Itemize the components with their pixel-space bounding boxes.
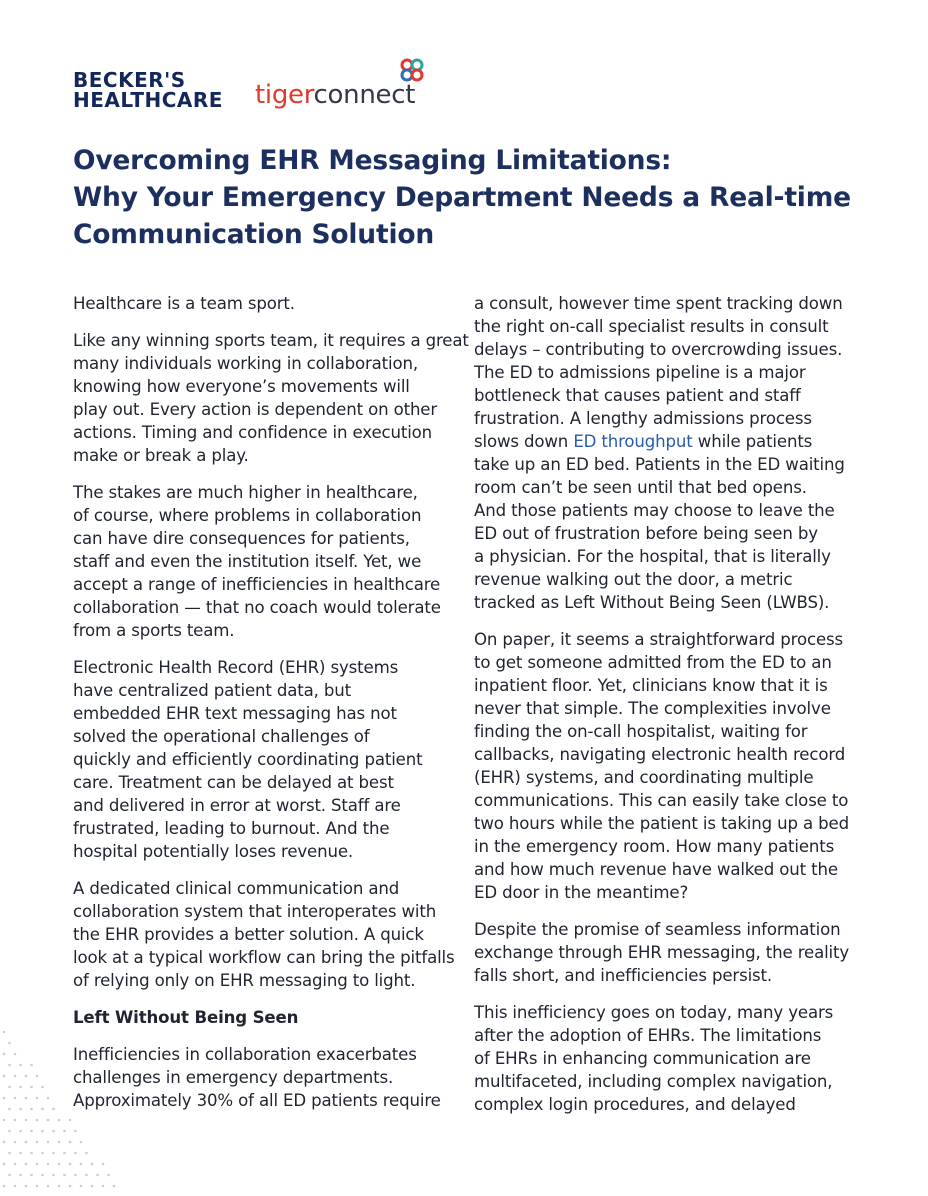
decorative-dot — [36, 1075, 39, 1078]
text-line: embedded EHR text messaging has not — [73, 704, 397, 723]
decorative-dot — [30, 1064, 33, 1067]
text-line: frustration. A lengthy admissions process — [474, 409, 812, 428]
decorative-dot — [25, 1097, 28, 1100]
decorative-dot — [63, 1174, 66, 1177]
decorative-dot — [47, 1097, 50, 1100]
decorative-dot — [113, 1185, 116, 1188]
text-line: Like any winning sports team, it requires a great — [73, 331, 469, 350]
decorative-dot — [25, 1119, 28, 1122]
text-line: frustrated, leading to burnout. And the — [73, 819, 390, 838]
text-line: make or break a play. — [73, 446, 249, 465]
text-line: inpatient floor. Yet, clinicians know that it is — [474, 676, 828, 695]
decorative-dot — [85, 1152, 88, 1155]
text-line: Approximately 30% of all ED patients require — [73, 1091, 441, 1110]
text-line: and how much revenue have walked out the — [474, 860, 838, 879]
decorative-dot — [19, 1130, 22, 1133]
left-column — [73, 292, 469, 1126]
throughput-post: while patients — [692, 432, 813, 451]
page-title — [73, 142, 873, 253]
decorative-dot — [14, 1075, 17, 1078]
decorative-dot — [14, 1119, 17, 1122]
decorative-dot — [47, 1185, 50, 1188]
text-line: the EHR provides a better solution. A quick — [73, 925, 424, 944]
decorative-dot — [85, 1174, 88, 1177]
text-line: the right on-call specialist results in consult — [474, 317, 829, 336]
decorative-dot — [8, 1064, 11, 1067]
decorative-dot — [36, 1163, 39, 1166]
paragraph-stakes — [73, 481, 458, 642]
consult-lines-a — [474, 292, 859, 430]
tigerconnect-logo — [255, 58, 435, 118]
decorative-dot — [19, 1174, 22, 1177]
decorative-dot — [30, 1108, 33, 1111]
text-line: collaboration system that interoperates with — [73, 902, 437, 921]
text-line: actions. Timing and confidence in execution — [73, 423, 433, 442]
text-line: challenges in emergency departments. — [73, 1068, 394, 1087]
text-line: Inefficiencies in collaboration exacerbates — [73, 1045, 417, 1064]
decorative-dot — [3, 1031, 6, 1034]
text-line: of EHRs in enhancing communication are — [474, 1049, 811, 1068]
decorative-dot — [14, 1163, 17, 1166]
decorative-dot — [91, 1163, 94, 1166]
throughput-pre: slows down — [474, 432, 574, 451]
decorative-dot — [3, 1075, 6, 1078]
decorative-dot — [19, 1086, 22, 1089]
section-heading-lwbs: Left Without Being Seen — [73, 1008, 299, 1027]
text-line: two hours while the patient is taking up a bed — [474, 814, 849, 833]
decorative-dot — [30, 1130, 33, 1133]
decorative-dot — [41, 1152, 44, 1155]
decorative-dot — [8, 1108, 11, 1111]
decorative-dot — [74, 1174, 77, 1177]
text-line: exchange through EHR messaging, the reality — [474, 943, 850, 962]
decorative-dot — [52, 1108, 55, 1111]
text-line: falls short, and inefficiencies persist. — [474, 966, 773, 985]
text-line: bottleneck that causes patient and staff — [474, 386, 801, 405]
tigerconnect-mark-icon — [400, 58, 424, 82]
decorative-dot — [14, 1097, 17, 1100]
decorative-dot — [80, 1185, 83, 1188]
text-line: can have dire consequences for patients, — [73, 529, 410, 548]
decorative-dot — [30, 1174, 33, 1177]
decorative-dot — [58, 1185, 61, 1188]
ed-throughput-link[interactable]: ED throughput — [573, 432, 693, 451]
decorative-dot — [25, 1075, 28, 1078]
text-line: ED door in the meantime? — [474, 883, 689, 902]
decorative-dot — [19, 1064, 22, 1067]
text-line: ED out of frustration before being seen by — [474, 524, 818, 543]
text-line: Healthcare is a team sport. — [73, 294, 295, 313]
text-line: A dedicated clinical communication and — [73, 879, 400, 898]
decorative-dot — [3, 1185, 6, 1188]
text-line: take up an ED bed. Patients in the ED waiting — [474, 455, 845, 474]
decorative-dot — [3, 1119, 6, 1122]
text-line: room can’t be seen until that bed opens. — [474, 478, 807, 497]
decorative-dot — [96, 1174, 99, 1177]
decorative-dot — [14, 1185, 17, 1188]
title-line-3: Communication Solution — [73, 219, 434, 250]
text-line: revenue walking out the door, a metric — [474, 570, 793, 589]
text-line: staff and even the institution itself. Yet, we — [73, 552, 422, 571]
tigerconnect-wordmark-connect: connect — [313, 80, 416, 110]
text-line: knowing how everyone’s movements will — [73, 377, 410, 396]
text-line: finding the on-call hospitalist, waiting for — [474, 722, 808, 741]
text-line: Electronic Health Record (EHR) systems — [73, 658, 399, 677]
decorative-dot — [3, 1141, 6, 1144]
paragraph-on-paper — [474, 628, 859, 904]
title-line-2: Why Your Emergency Department Needs a Real-time — [73, 182, 851, 213]
text-line: delays – contributing to overcrowding issues. — [474, 340, 843, 359]
decorative-dot — [14, 1141, 17, 1144]
decorative-dot — [30, 1086, 33, 1089]
text-line: communications. This can easily take close to — [474, 791, 849, 810]
decorative-dot — [69, 1185, 72, 1188]
text-line: collaboration — that no coach would tolerate — [73, 598, 441, 617]
decorative-dot — [107, 1174, 110, 1177]
text-line: The ED to admissions pipeline is a major — [474, 363, 806, 382]
decorative-dot — [36, 1141, 39, 1144]
paragraph-despite-promise — [474, 918, 859, 987]
text-line: (EHR) systems, and coordinating multiple — [474, 768, 814, 787]
paragraph-ehr-systems — [73, 656, 458, 863]
text-line: to get someone admitted from the ED to an — [474, 653, 832, 672]
paragraph-inefficiencies — [73, 1043, 458, 1112]
text-line: tracked as Left Without Being Seen (LWBS). — [474, 593, 830, 612]
decorative-dot — [63, 1152, 66, 1155]
beckers-healthcare-logo — [73, 70, 223, 110]
text-line: of course, where problems in collaboration — [73, 506, 422, 525]
decorative-dot — [3, 1163, 6, 1166]
decorative-dot — [36, 1119, 39, 1122]
paragraph-winning-team — [73, 329, 469, 467]
decorative-dot — [3, 1053, 6, 1056]
text-line: many individuals working in collaboration, — [73, 354, 418, 373]
text-line: of relying only on EHR messaging to light. — [73, 971, 416, 990]
decorative-dot — [74, 1152, 77, 1155]
decorative-dot — [52, 1152, 55, 1155]
decorative-dot — [91, 1185, 94, 1188]
text-line: complex login procedures, and delayed — [474, 1095, 796, 1114]
decorative-dot — [69, 1119, 72, 1122]
decorative-dot — [41, 1174, 44, 1177]
decorative-dot — [14, 1053, 17, 1056]
throughput-line — [474, 430, 859, 453]
decorative-dot — [58, 1119, 61, 1122]
text-line: accept a range of inefficiencies in healthcare — [73, 575, 441, 594]
decorative-dot — [47, 1141, 50, 1144]
beckers-logo-line2: HEALTHCARE — [73, 88, 223, 112]
text-line: play out. Every action is dependent on other — [73, 400, 438, 419]
decorative-dot — [19, 1108, 22, 1111]
decorative-dot — [8, 1042, 11, 1045]
decorative-dot — [25, 1163, 28, 1166]
text-line: solved the operational challenges of — [73, 727, 370, 746]
decorative-dot — [25, 1185, 28, 1188]
text-line: Despite the promise of seamless information — [474, 920, 841, 939]
text-line: And those patients may choose to leave the — [474, 501, 835, 520]
decorative-dot — [41, 1130, 44, 1133]
text-line: multifaceted, including complex navigation, — [474, 1072, 833, 1091]
text-line: look at a typical workflow can bring the pitfalls — [73, 948, 455, 967]
decorative-dot — [80, 1163, 83, 1166]
text-line: This inefficiency goes on today, many years — [474, 1003, 834, 1022]
decorative-dot — [52, 1130, 55, 1133]
decorative-dot — [3, 1097, 6, 1100]
decorative-dot — [19, 1152, 22, 1155]
tigerconnect-wordmark — [255, 80, 415, 110]
paragraph-inefficiency-today — [474, 1001, 859, 1116]
paragraph-consult — [474, 292, 859, 614]
text-line: callbacks, navigating electronic health record — [474, 745, 846, 764]
decorative-dot — [74, 1130, 77, 1133]
text-line: never that simple. The complexities involve — [474, 699, 831, 718]
text-line: a physician. For the hospital, that is literally — [474, 547, 831, 566]
decorative-dot — [58, 1141, 61, 1144]
text-line: care. Treatment can be delayed at best — [73, 773, 394, 792]
paragraph-dedicated-system — [73, 877, 458, 992]
title-line-1: Overcoming EHR Messaging Limitations: — [73, 145, 672, 176]
decorative-dot — [36, 1097, 39, 1100]
text-line: have centralized patient data, but — [73, 681, 351, 700]
decorative-dot — [52, 1174, 55, 1177]
decorative-dot — [36, 1185, 39, 1188]
tigerconnect-wordmark-tiger: tiger — [255, 80, 314, 110]
text-line: hospital potentially loses revenue. — [73, 842, 354, 861]
decorative-dot — [58, 1163, 61, 1166]
text-line: in the emergency room. How many patients — [474, 837, 835, 856]
text-line: quickly and efficiently coordinating patient — [73, 750, 423, 769]
decorative-dot — [47, 1163, 50, 1166]
decorative-dot — [47, 1119, 50, 1122]
text-line: and delivered in error at worst. Staff are — [73, 796, 401, 815]
text-line: On paper, it seems a straightforward process — [474, 630, 844, 649]
decorative-dot — [69, 1141, 72, 1144]
text-line: a consult, however time spent tracking down — [474, 294, 843, 313]
consult-lines-b — [474, 453, 859, 614]
decorative-dot — [41, 1086, 44, 1089]
decorative-dot — [8, 1174, 11, 1177]
decorative-dot — [69, 1163, 72, 1166]
decorative-dot — [30, 1152, 33, 1155]
decorative-dot — [102, 1163, 105, 1166]
decorative-dot — [63, 1130, 66, 1133]
text-line: from a sports team. — [73, 621, 235, 640]
text-line: The stakes are much higher in healthcare, — [73, 483, 418, 502]
text-line: after the adoption of EHRs. The limitations — [474, 1026, 822, 1045]
decorative-dot — [8, 1086, 11, 1089]
right-column — [474, 292, 859, 1130]
decorative-dot — [25, 1141, 28, 1144]
decorative-dot — [102, 1185, 105, 1188]
decorative-dot — [8, 1152, 11, 1155]
decorative-dot — [41, 1108, 44, 1111]
decorative-dot — [8, 1130, 11, 1133]
beckers-logo-line1: BECKER'S — [73, 68, 186, 92]
decorative-dot — [80, 1141, 83, 1144]
paragraph-team-sport — [73, 292, 458, 315]
